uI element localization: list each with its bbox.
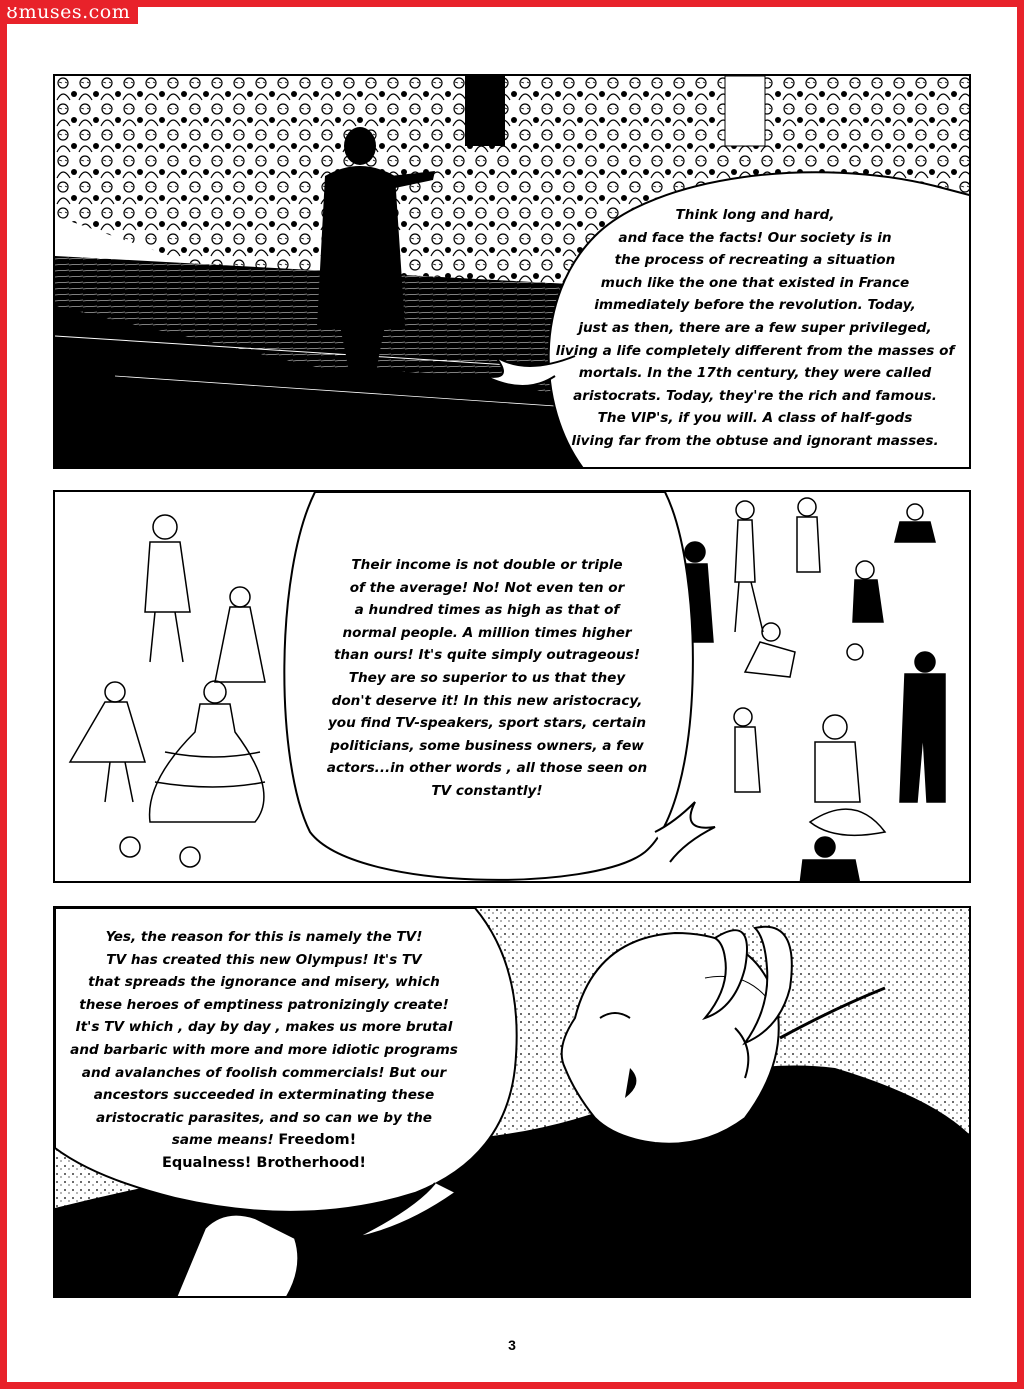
slogan-freedom: Freedom!	[278, 1132, 357, 1149]
speech-bubble-1: Think long and hard, and face the facts! Our society is in the process of recreating a situation much like the one that existed in France immediately before the revolution. Today, just as then, there are a few super privileged, living a life completely different from the masses of mortals. In the 17th century, they were called aristocrats. Today, they're the rich and famous. The VIP's, if you will. A class of half-gods living far from the obtuse and ignorant masses.	[555, 207, 955, 449]
celebrity-figures	[683, 498, 945, 883]
panel-aristocrats-and-celebrities	[53, 490, 971, 883]
speech-bubble-2: Their income is not double or triple of the average! No! Not even ten or a hundred times as high as that of normal people. A million times higher than ours! It's quite simply outrageous! They are so superior to us that they don't deserve it! In this new aristocracy, you find TV-speakers, sport stars, certain politicians, some business owners, a few actors...in other words , all those seen on TV constantly!	[326, 557, 648, 799]
slogan-equalness: Equalness! Brotherhood!	[161, 1154, 367, 1171]
panel-speaker-closeup	[53, 906, 971, 1298]
aristocrat-figures	[70, 515, 265, 867]
panel-crowd-speech	[53, 74, 971, 469]
speech-bubble-3: Yes, the reason for this is namely the TV! TV has created this new Olympus! It's TV that spreads the ignorance and misery, which these heroes of emptiness patronizingly create! It's TV which , day by day , makes us more brutal and barbaric with more and more idiotic programs and avalanches of foolish commercials! But our ancestors succeeded in exterminating these aristocratic parasites, and so can we by the same means! Freedom! Equalness! Brotherhood!	[55, 926, 473, 1175]
page-number: 3	[508, 1337, 516, 1353]
site-watermark: 8muses.com	[0, 0, 138, 24]
